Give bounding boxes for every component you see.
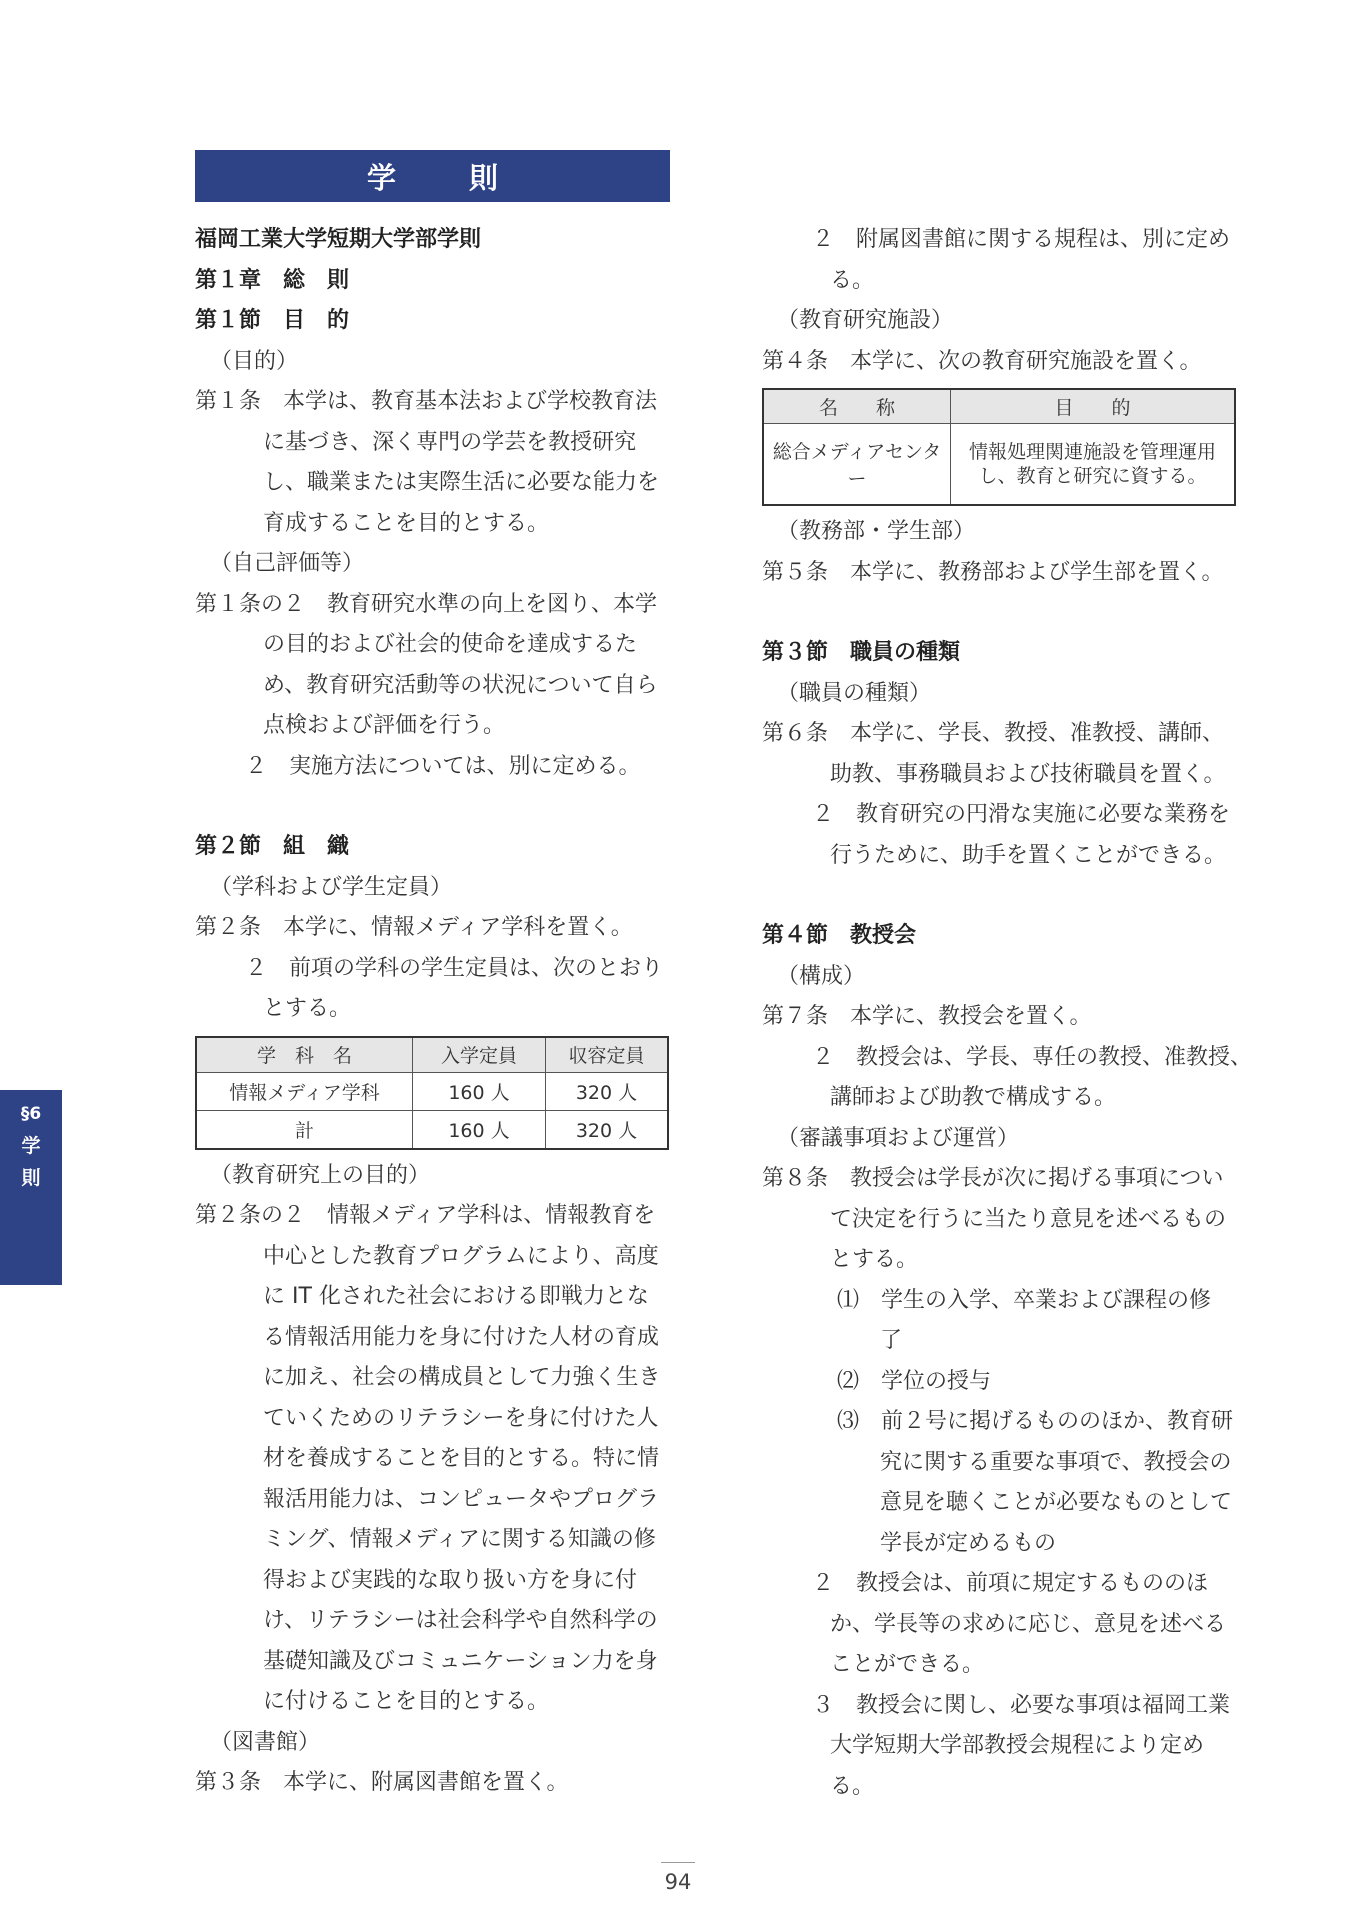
article-text: 得および実践的な取り扱い方を身に付 (263, 1567, 638, 1593)
section-heading: 第３節 職員の種類 (762, 640, 961, 665)
table-cell: 160 人 (413, 1073, 546, 1111)
article-text: 助教、事務職員および技術職員を置く。 (830, 761, 1226, 787)
article-text: 第１条 本学は、教育基本法および学校教育法 (195, 389, 658, 414)
table-row (196, 1073, 668, 1111)
article-text: に IT 化された社会における即戦力とな (263, 1284, 649, 1309)
side-tab-char: 則 (21, 1167, 41, 1189)
table-cell (951, 423, 1236, 505)
side-tab-section: §6 (20, 1104, 42, 1124)
table-cell: 320 人 (546, 1111, 669, 1149)
article-text: 第５条 本学に、教務部および学生部を置く。 (762, 559, 1224, 585)
enrollment-table (195, 1036, 669, 1150)
article-text: て決定を行うに当たり意見を述べるもの (830, 1206, 1227, 1232)
section-heading: 第１節 目 的 (195, 308, 350, 333)
article-paragraph: ２ 教授会は、学長、専任の教授、准教授、 (812, 1044, 1253, 1070)
article-paragraph: ２ 教授会は、前項に規定するもののほ (812, 1571, 1209, 1596)
article-text: ていくためのリテラシーを身に付けた人 (263, 1405, 659, 1431)
article-text: し、職業または実際生活に必要な能力を (263, 470, 660, 495)
table-header: 名 称 (763, 389, 951, 423)
article-caption: （自己評価等） (210, 551, 365, 576)
article-text: め、教育研究活動等の状況について自ら (263, 672, 658, 698)
table-header: 学 科 名 (196, 1037, 413, 1073)
table-cell: 320 人 (546, 1073, 669, 1111)
article-text: とする。 (263, 996, 352, 1021)
article-text: 大学短期大学部教授会規程により定め (830, 1733, 1205, 1758)
document-title: 福岡工業大学短期大学部学則 (195, 227, 482, 252)
section-heading: 第４節 教授会 (762, 923, 917, 948)
article-text: 行うために、助手を置くことができる。 (830, 842, 1227, 868)
article-text: 第１条の２ 教育研究水準の向上を図り、本学 (195, 591, 658, 617)
list-item: ⑶ 前２号に掲げるもののほか、教育研 (837, 1409, 1234, 1434)
article-caption: （目的） (210, 348, 299, 374)
article-caption: （教務部・学生部） (777, 519, 976, 544)
table-row (763, 423, 1235, 505)
table-cell-line: 情報処理関連施設を管理運用 (968, 440, 1216, 463)
article-text: の目的および社会的使命を達成するた (263, 632, 638, 657)
list-item: ⑵ 学位の授与 (837, 1368, 992, 1394)
section-heading: 第２節 組 織 (195, 834, 350, 859)
article-text: ミング、情報メディアに関する知識の修 (263, 1527, 656, 1552)
table-header: 入学定員 (413, 1037, 546, 1073)
article-text: 第２条 本学に、情報メディア学科を置く。 (195, 915, 633, 940)
table-cell-line: し、教育と研究に資する。 (978, 464, 1207, 487)
article-paragraph: ２ 附属図書館に関する規程は、別に定め (812, 227, 1231, 252)
article-text: とする。 (830, 1247, 919, 1272)
article-text: 材を養成することを目的とする。特に情 (263, 1446, 660, 1471)
list-item: 究に関する重要な事項で、教授会の (880, 1449, 1232, 1475)
left-column (195, 220, 675, 1804)
article-text: 報活用能力は、コンピュータやプログラ (263, 1486, 660, 1512)
article-text: け、リテラシーは社会科学や自然科学の (263, 1608, 658, 1633)
article-text: 点検および評価を行う。 (263, 713, 506, 738)
article-paragraph: ２ 教育研究の円滑な実施に必要な業務を (812, 802, 1231, 827)
article-text: 第６条 本学に、学長、教授、准教授、講師、 (762, 721, 1225, 746)
list-item: 了 (880, 1328, 903, 1353)
article-text: 第７条 本学に、教授会を置く。 (762, 1004, 1092, 1029)
table-header: 目 的 (951, 389, 1236, 423)
article-text: 育成することを目的とする。 (263, 510, 550, 536)
article-text: か、学長等の求めに応じ、意見を述べる (830, 1611, 1227, 1637)
article-text: 第４条 本学に、次の教育研究施設を置く。 (762, 348, 1202, 374)
article-text: ことができる。 (830, 1652, 985, 1677)
article-text: に付けることを目的とする。 (263, 1689, 550, 1714)
article-caption: （学科および学生定員） (210, 874, 453, 900)
article-text: 中心とした教育プログラムにより、高度 (263, 1243, 659, 1269)
table-row (196, 1111, 668, 1149)
article-text: に基づき、深く専門の学芸を教授研究 (263, 429, 637, 455)
article-text: 第３条 本学に、附属図書館を置く。 (195, 1770, 569, 1795)
article-paragraph: ２ 前項の学科の学生定員は、次のとおり (245, 955, 664, 981)
list-item: 意見を聴くことが必要なものとして (880, 1490, 1233, 1515)
page-number-rule (661, 1862, 695, 1863)
page-number: 94 (664, 1870, 692, 1894)
table-header: 収容定員 (546, 1037, 669, 1073)
article-text: 基礎知識及びコミュニケーション力を身 (263, 1648, 658, 1674)
article-text: 第８条 教授会は学長が次に掲げる事項につい (762, 1166, 1224, 1191)
article-text: る。 (830, 267, 875, 293)
article-caption: （教育研究上の目的） (210, 1162, 431, 1188)
page-title-banner: 学 則 (195, 150, 670, 202)
article-text: 講師および助教で構成する。 (830, 1085, 1117, 1110)
chapter-heading: 第１章 総 則 (195, 267, 350, 293)
section-side-tab (0, 1090, 62, 1285)
table-cell: 計 (196, 1111, 413, 1149)
article-caption: （図書館） (210, 1729, 321, 1755)
article-caption: （審議事項および運営） (777, 1125, 1020, 1151)
article-caption: （教育研究施設） (777, 308, 954, 333)
table-cell: 160 人 (413, 1111, 546, 1149)
article-paragraph: ２ 実施方法については、別に定める。 (245, 753, 641, 779)
article-paragraph: ３ 教授会に関し、必要な事項は福岡工業 (812, 1692, 1231, 1718)
article-text: る。 (830, 1773, 875, 1799)
facility-table (762, 388, 1236, 506)
list-item: ⑴ 学生の入学、卒業および課程の修 (837, 1287, 1212, 1313)
side-tab-char: 学 (21, 1135, 41, 1157)
table-cell: 総合メディアセンター (763, 423, 951, 505)
right-column (762, 220, 1253, 1807)
article-text: 第２条の２ 情報メディア学科は、情報教育を (195, 1203, 656, 1228)
article-text: に加え、社会の構成員として力強く生き (263, 1365, 661, 1390)
article-caption: （構成） (777, 963, 866, 989)
table-cell: 情報メディア学科 (196, 1073, 413, 1111)
article-text: る情報活用能力を身に付けた人材の育成 (263, 1324, 660, 1350)
list-item: 学長が定めるもの (880, 1530, 1057, 1556)
article-caption: （職員の種類） (777, 680, 932, 706)
